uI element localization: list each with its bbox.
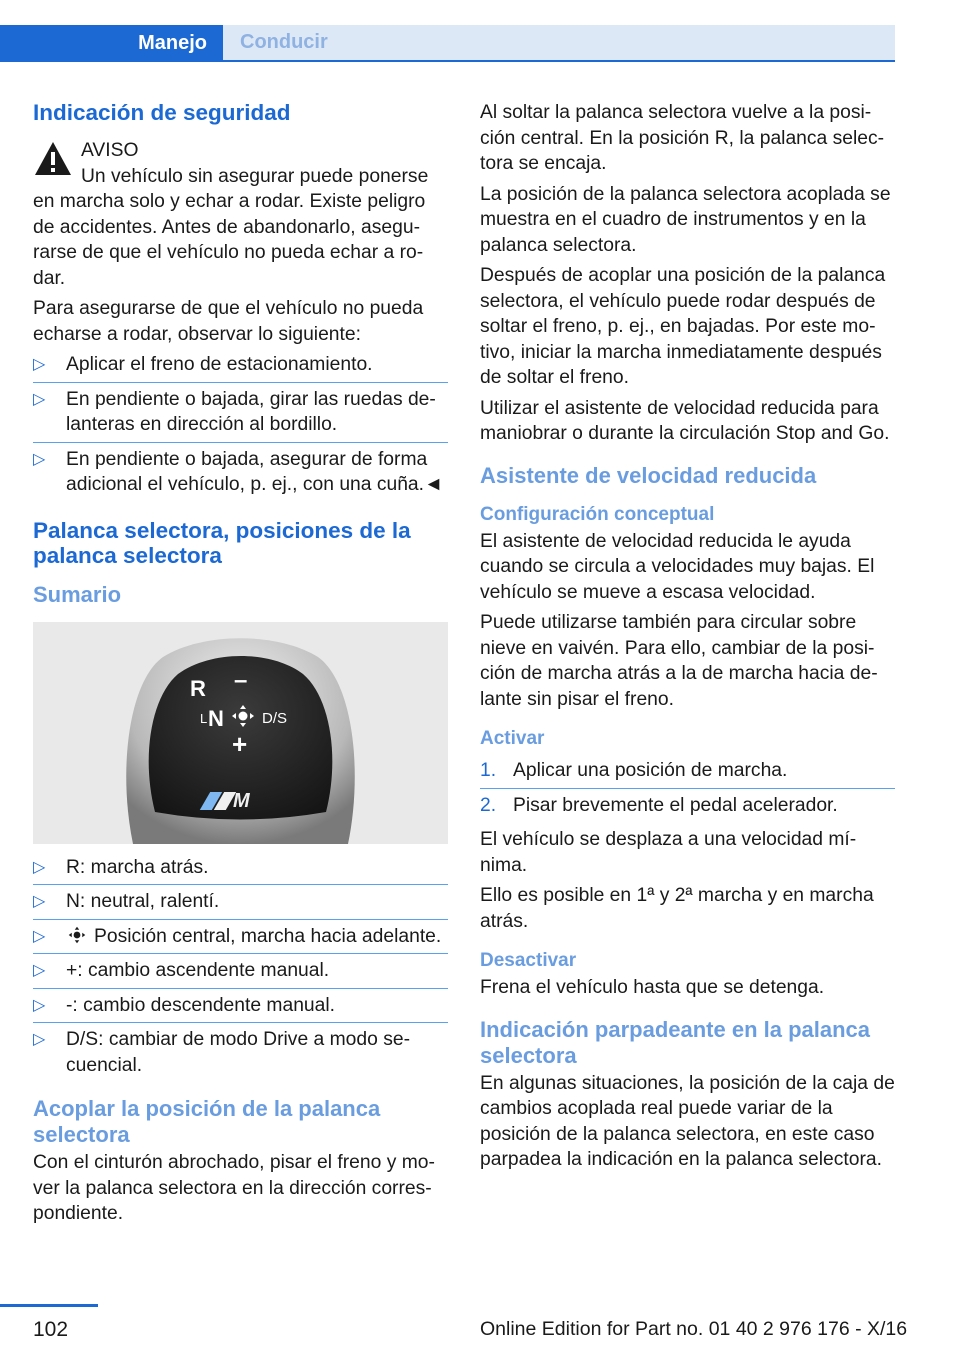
triangle-bullet-icon: ▷ bbox=[33, 962, 46, 979]
warning-block bbox=[33, 138, 448, 189]
tab-underline bbox=[0, 60, 895, 62]
list-item: ▷ N: neutral, ralentí. bbox=[33, 889, 448, 920]
paragraph-blink: En algunas situaciones, la posición de la caja de cambios acoplada real puede variar de la posición de la palanca selectora, en este caso parpadea la indicación en la palanca selectora. bbox=[480, 1072, 895, 1170]
warning-label: AVISO bbox=[81, 140, 139, 161]
paragraph-gears: Ello es posible en 1ª y 2ª marcha y en marcha atrás. bbox=[480, 885, 874, 932]
triangle-bullet-icon: ▷ bbox=[33, 356, 46, 373]
knob-minus-label: – bbox=[234, 666, 248, 694]
heading-safety: Indicación de seguridad bbox=[33, 100, 291, 125]
knob-l-label: L bbox=[200, 710, 208, 726]
knob-plus-label: + bbox=[232, 728, 248, 759]
center-position-icon bbox=[231, 704, 255, 728]
heading-deactivate: Desactivar bbox=[480, 950, 577, 971]
knob-n-label: N bbox=[208, 705, 224, 731]
heading-summary: Sumario bbox=[33, 581, 122, 607]
paragraph-assist-use: Utilizar el asistente de velocidad reducida para maniobrar o durante la circulación Stop and Go. bbox=[480, 397, 890, 444]
list-item: ▷ Aplicar el freno de estacionamiento. bbox=[33, 352, 448, 383]
list-item: 1. Aplicar una posición de marcha. bbox=[480, 758, 895, 789]
warning-triangle-icon bbox=[33, 140, 73, 177]
paragraph-secure: Para asegurarse de que el vehículo no pueda echarse a rodar, observar lo siguiente: bbox=[33, 298, 424, 345]
list-item: ▷ En pendiente o bajada, girar las ruedas delanteras en dirección al bordillo. bbox=[33, 387, 448, 443]
paragraph-min-speed: El vehículo se desplaza a una velocidad mínima. bbox=[480, 829, 857, 876]
safety-list bbox=[33, 352, 448, 502]
paragraph-release: Al soltar la palanca selectora vuelve a la posición central. En la posición R, la palanca selectora se encaja. bbox=[480, 102, 885, 174]
list-item: ▷ En pendiente o bajada, asegurar de forma adicional el vehículo, p. ej., con una cuña.◄ bbox=[33, 448, 444, 495]
warning-text: en marcha solo y echar a rodar. Existe peligro de accidentes. Antes de abandonarlo, asegurarse de que el vehículo no pueda echar a rodar. bbox=[33, 191, 426, 289]
center-position-icon bbox=[66, 926, 88, 944]
selector-lever-figure bbox=[33, 622, 448, 844]
paragraph-snow: Puede utilizarse también para circular sobre nieve en vaivén. Para ello, cambiar de la posición de marcha atrás a la de marcha hacia delante sin pisar el freno. bbox=[480, 612, 878, 710]
heading-engage: Acoplar la posición de la palanca selectora bbox=[33, 1096, 381, 1147]
knob-ds-label: D/S bbox=[262, 709, 288, 727]
triangle-bullet-icon: ▷ bbox=[33, 1031, 46, 1048]
triangle-bullet-icon: ▷ bbox=[33, 390, 46, 408]
paragraph-concept: El asistente de velocidad reducida le ayuda cuando se circula a velocidades muy bajas. El vehículo se mueve a escasa velocidad. bbox=[480, 530, 875, 603]
right-column bbox=[480, 100, 895, 1173]
left-column bbox=[33, 100, 448, 1227]
tab-manejo[interactable]: Manejo bbox=[0, 25, 223, 62]
triangle-bullet-icon: ▷ bbox=[33, 450, 46, 468]
tab-conducir[interactable]: Conducir bbox=[223, 25, 895, 60]
heading-concept: Configuración conceptual bbox=[480, 503, 715, 525]
knob-r-label: R bbox=[190, 675, 206, 701]
heading-selector: Palanca selectora, posiciones de la palanca selectora bbox=[33, 517, 411, 568]
heading-activate: Activar bbox=[480, 728, 545, 749]
activate-steps bbox=[480, 758, 895, 822]
triangle-bullet-icon: ▷ bbox=[33, 996, 46, 1014]
triangle-bullet-icon: ▷ bbox=[33, 893, 46, 910]
heading-low-speed: Asistente de velocidad reducida bbox=[480, 462, 817, 488]
heading-blink: Indicación parpadeante en la palanca selectora bbox=[480, 1016, 871, 1068]
m-logo: M bbox=[205, 792, 250, 818]
chapter-tabs bbox=[0, 0, 895, 62]
paragraph-deactivate: Frena el vehículo hasta que se detenga. bbox=[480, 977, 825, 998]
summary-list bbox=[33, 855, 448, 1083]
list-item: ▷ +: cambio ascendente manual. bbox=[33, 958, 448, 989]
page-number: 102 bbox=[33, 1318, 69, 1341]
triangle-bullet-icon: ▷ bbox=[33, 927, 46, 945]
footer-rule bbox=[0, 1304, 98, 1307]
paragraph-engage: Con el cinturón abrochado, pisar el freno y mover la palanca selectora en la dirección correspondiente. bbox=[33, 1152, 435, 1224]
list-item: ▷ -: cambio descendente manual. bbox=[33, 993, 448, 1024]
warning-line1: Un vehículo sin asegurar puede ponerse bbox=[81, 165, 429, 187]
list-item: ▷ R: marcha atrás. bbox=[33, 855, 448, 886]
triangle-bullet-icon: ▷ bbox=[33, 858, 46, 876]
paragraph-display: La posición de la palanca selectora acoplada se muestra en el cuadro de instrumentos y en la palanca selectora. bbox=[480, 183, 891, 256]
edition-note: Online Edition for Part no. 01 40 2 976 176 - X/16 bbox=[480, 1318, 908, 1340]
list-item: 2. Pisar brevemente el pedal acelerador. bbox=[480, 794, 838, 816]
paragraph-rolling: Después de acoplar una posición de la palanca selectora, el vehículo puede rodar después de soltar el freno, p. ej., en bajadas. Por este motivo, iniciar la marcha inmediatamente después de soltar el freno. bbox=[480, 265, 886, 388]
list-item: ▷ D/S: cambiar de modo Drive a modo secuencial. bbox=[33, 1029, 410, 1076]
list-item: ▷ Posición central, marcha hacia adelante. bbox=[33, 924, 448, 955]
